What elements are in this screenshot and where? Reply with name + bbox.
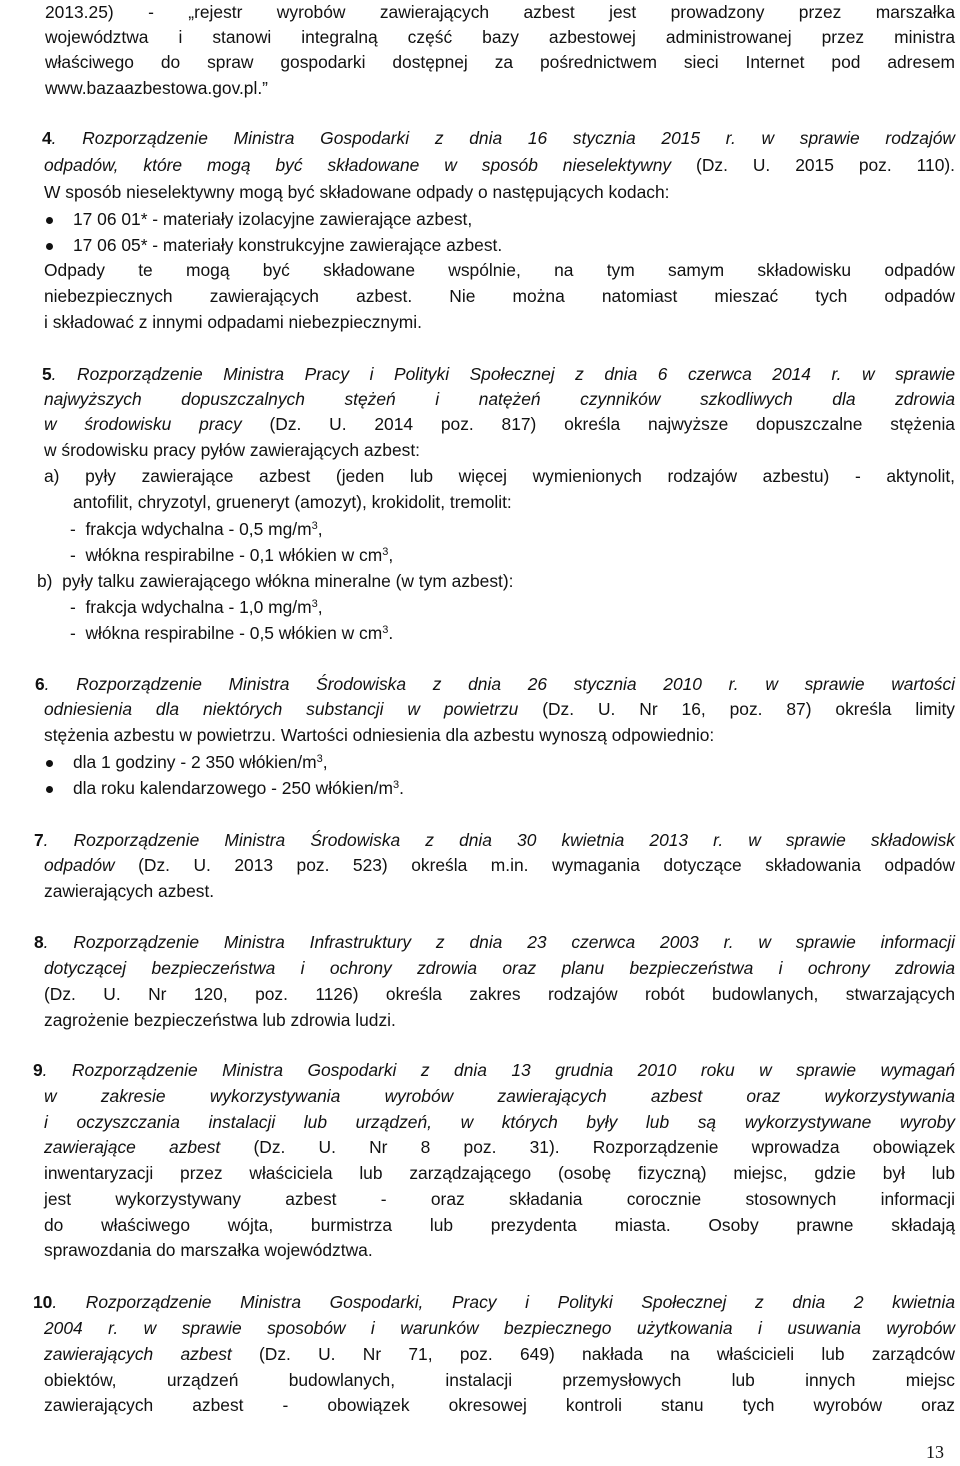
text-segment: odniesienia dla niektórych substancji w powietrzu — [44, 699, 519, 719]
text-line — [45, 0, 955, 26]
text-segment: zagrożenie bezpieczeństwa lub zdrowia ludzi. — [44, 1010, 396, 1030]
item-number: 9 — [33, 1060, 43, 1080]
text-segment: dotyczącej bezpieczeństwa i ochrony zdrowia oraz planu bezpieczeństwa i ochrony zdrowia — [44, 958, 955, 978]
text-line — [33, 1058, 955, 1084]
text-segment: zawierających azbest — [44, 1344, 232, 1364]
text-segment: 17 06 05* - materiały konstrukcyjne zawierające azbest. — [73, 235, 503, 255]
text-line — [44, 1161, 955, 1187]
text-segment: 2013.25) - „rejestr wyrobów zawierających azbest jest prowadzony przez marszałka — [45, 2, 955, 22]
text-segment: dla 1 godziny - 2 350 włókien/m — [73, 752, 317, 772]
text-segment: , — [322, 752, 328, 772]
text-line — [44, 153, 955, 179]
text-line — [44, 387, 955, 413]
text-segment: najwyższych dopuszczalnych stężeń i natężeń czynników szkodliwych dla zdrowia — [44, 389, 955, 409]
superscript: 3 — [382, 624, 389, 636]
text-line — [44, 697, 955, 723]
text-segment: zawierających azbest - obowiązek okresowej kontroli stanu tych wyrobów oraz — [44, 1395, 955, 1415]
text-line — [44, 284, 955, 310]
text-segment: . Rozporządzenie Ministra Gospodarki, Pracy i Polityki Społecznej z dnia 2 kwietnia — [52, 1292, 955, 1312]
text-segment: odpadów — [44, 855, 115, 875]
text-segment: województwa i stanowi integralną część bazy azbestowej administrowanej przez ministra — [45, 27, 955, 47]
text-segment: (Dz. U. 2013 poz. 523) określa m.in. wymagania dotyczące składowania odpadów — [114, 855, 955, 875]
text-segment: w środowisku pracy pyłów zawierających azbest: — [44, 440, 420, 460]
text-line — [44, 412, 955, 438]
text-segment: inwentaryzacji przez właściciela lub zarządzającego (osobę fizyczną) miejsc, gdzie był lub — [44, 1163, 955, 1183]
bullet-icon — [46, 760, 53, 767]
text-segment: i oczyszczania instalacji lub urządzeń, w których były lub są wykorzystywane wyroby — [44, 1112, 955, 1132]
item-number: 4 — [42, 128, 52, 148]
text-segment: . Rozporządzenie Ministra Środowiska z dnia 26 stycznia 2010 r. w sprawie wartości — [44, 674, 955, 694]
superscript: 3 — [311, 598, 318, 610]
text-line — [34, 930, 955, 956]
superscript: 3 — [316, 753, 323, 765]
text-segment: stężenia azbestu w powietrzu. Wartości odniesienia dla azbestu wynoszą odpowiednio: — [44, 725, 715, 745]
text-segment: niebezpiecznych zawierających azbest. Nie można natomiast mieszać tych odpadów — [44, 286, 955, 306]
bullet-icon — [46, 217, 53, 224]
text-segment: jest wykorzystywany azbest - oraz składania corocznie stosownych informacji — [44, 1189, 955, 1209]
text-line — [42, 126, 955, 152]
item-number: 5 — [42, 364, 52, 384]
text-line — [44, 853, 955, 879]
text-line — [44, 180, 955, 206]
text-line — [70, 543, 570, 569]
item-number: 6 — [35, 674, 45, 694]
text-segment: www.bazaazbestowa.gov.pl.” — [45, 78, 268, 98]
text-line — [44, 258, 955, 284]
page-number: 13 — [926, 1442, 944, 1462]
text-segment: (Dz. U. 2015 poz. 110). — [671, 155, 955, 175]
text-segment: , — [317, 519, 323, 539]
text-line — [44, 1238, 955, 1264]
text-line — [44, 956, 955, 982]
text-line — [73, 750, 673, 776]
item-number: 7 — [34, 830, 44, 850]
text-segment: do właściwego wójta, burmistrza lub prezydenta miasta. Osoby prawne składają — [44, 1215, 955, 1235]
text-segment: 2004 r. w sprawie sposobów i warunków bezpiecznego użytkowania i usuwania wyrobów — [44, 1318, 955, 1338]
text-segment: - włókna respirabilne - 0,1 włókien w cm — [70, 545, 383, 565]
text-line — [70, 517, 570, 543]
text-line — [44, 1084, 955, 1110]
text-line — [37, 569, 737, 595]
superscript: 3 — [311, 520, 318, 532]
text-segment: . — [388, 623, 394, 643]
bullet-icon — [46, 786, 53, 793]
text-line — [44, 1135, 955, 1161]
text-segment: , — [388, 545, 394, 565]
text-line — [44, 723, 955, 749]
text-segment: (Dz. U. Nr 16, poz. 87) określa limity — [518, 699, 955, 719]
item-number: 8 — [34, 932, 44, 952]
text-line — [70, 621, 570, 647]
text-line — [44, 1316, 955, 1342]
text-segment: - włókna respirabilne - 0,5 włókien w cm — [70, 623, 383, 643]
text-segment: , — [317, 597, 323, 617]
text-line — [33, 1290, 955, 1316]
text-line — [44, 1187, 955, 1213]
text-line — [70, 595, 570, 621]
text-segment: dla roku kalendarzowego - 250 włókien/m — [73, 778, 393, 798]
text-segment: obiektów, urządzeń budowlanych, instalacji przemysłowych lub innych miejsc — [44, 1370, 955, 1390]
text-segment: 17 06 01* - materiały izolacyjne zawierające azbest, — [73, 209, 473, 229]
text-segment: (Dz. U. Nr 8 poz. 31). Rozporządzenie wprowadza obowiązek — [220, 1137, 955, 1157]
text-line — [44, 982, 955, 1008]
text-segment: Odpady te mogą być składowane wspólnie, na tym samym składowisku odpadów — [44, 260, 955, 280]
text-line — [45, 25, 955, 51]
text-segment: . Rozporządzenie Ministra Gospodarki z dnia 16 stycznia 2015 r. w sprawie rodzajów — [51, 128, 955, 148]
text-line — [44, 1368, 955, 1394]
text-line — [34, 828, 955, 854]
text-segment: . Rozporządzenie Ministra Gospodarki z dnia 13 grudnia 2010 roku w sprawie wymagań — [42, 1060, 955, 1080]
text-segment: a) pyły zawierające azbest (jeden lub więcej wymienionych rodzajów azbestu) - aktynolit, — [44, 466, 955, 486]
item-number: 10 — [33, 1292, 53, 1312]
text-line — [73, 207, 673, 233]
text-segment: (Dz. U. Nr 71, poz. 649) nakłada na właścicieli lub zarządców — [231, 1344, 955, 1364]
text-segment: . — [399, 778, 404, 798]
bullet-icon — [46, 243, 53, 250]
text-segment: (Dz. U. 2014 poz. 817) określa najwyższe dopuszczalne stężenia — [241, 414, 955, 434]
text-line — [44, 1110, 955, 1136]
text-line — [45, 76, 345, 102]
text-line — [44, 1393, 955, 1419]
text-segment: - frakcja wdychalna - 1,0 mg/m — [70, 597, 312, 617]
text-segment: (Dz. U. Nr 120, poz. 1126) określa zakres rodzajów robót budowlanych, stwarzających — [44, 984, 955, 1004]
text-line — [73, 233, 673, 259]
text-segment: . Rozporządzenie Ministra Środowiska z dnia 30 kwietnia 2013 r. w sprawie składowisk — [43, 830, 955, 850]
text-segment: b) pyły talku zawierającego włókna mineralne (w tym azbest): — [37, 571, 514, 591]
text-line — [44, 1008, 955, 1034]
text-line — [73, 776, 673, 802]
text-line — [73, 490, 773, 516]
text-line — [42, 362, 955, 388]
text-line — [44, 1342, 955, 1368]
text-line — [44, 310, 955, 336]
text-segment: . Rozporządzenie Ministra Pracy i Polityki Społecznej z dnia 6 czerwca 2014 r. w sprawie — [51, 364, 955, 384]
text-line — [44, 1213, 955, 1239]
text-line — [35, 672, 955, 698]
text-line — [44, 464, 955, 490]
text-segment: w zakresie wykorzystywania wyrobów zawierających azbest oraz wykorzystywania — [44, 1086, 955, 1106]
superscript: 3 — [392, 779, 400, 791]
text-segment: . Rozporządzenie Ministra Infrastruktury z dnia 23 czerwca 2003 r. w sprawie informacji — [43, 932, 955, 952]
text-line — [45, 50, 955, 76]
text-line — [44, 879, 955, 905]
superscript: 3 — [382, 546, 389, 558]
text-segment: odpadów, które mogą być składowane w sposób nieselektywny — [44, 155, 672, 175]
text-segment: - frakcja wdychalna - 0,5 mg/m — [70, 519, 312, 539]
text-segment: sprawozdania do marszałka województwa. — [44, 1240, 373, 1260]
text-segment: antofilit, chryzotyl, grueneryt (amozyt), krokidolit, tremolit: — [73, 492, 512, 512]
text-segment: właściwego do spraw gospodarki dostępnej za pośrednictwem sieci Internet pod adresem — [45, 52, 955, 72]
text-segment: W sposób nieselektywny mogą być składowane odpady o następujących kodach: — [44, 182, 670, 202]
text-segment: zawierające azbest — [44, 1137, 221, 1157]
text-segment: w środowisku pracy — [44, 414, 242, 434]
text-segment: i składować z innymi odpadami niebezpiecznymi. — [44, 312, 422, 332]
text-segment: zawierających azbest. — [44, 881, 215, 901]
text-line — [44, 438, 955, 464]
